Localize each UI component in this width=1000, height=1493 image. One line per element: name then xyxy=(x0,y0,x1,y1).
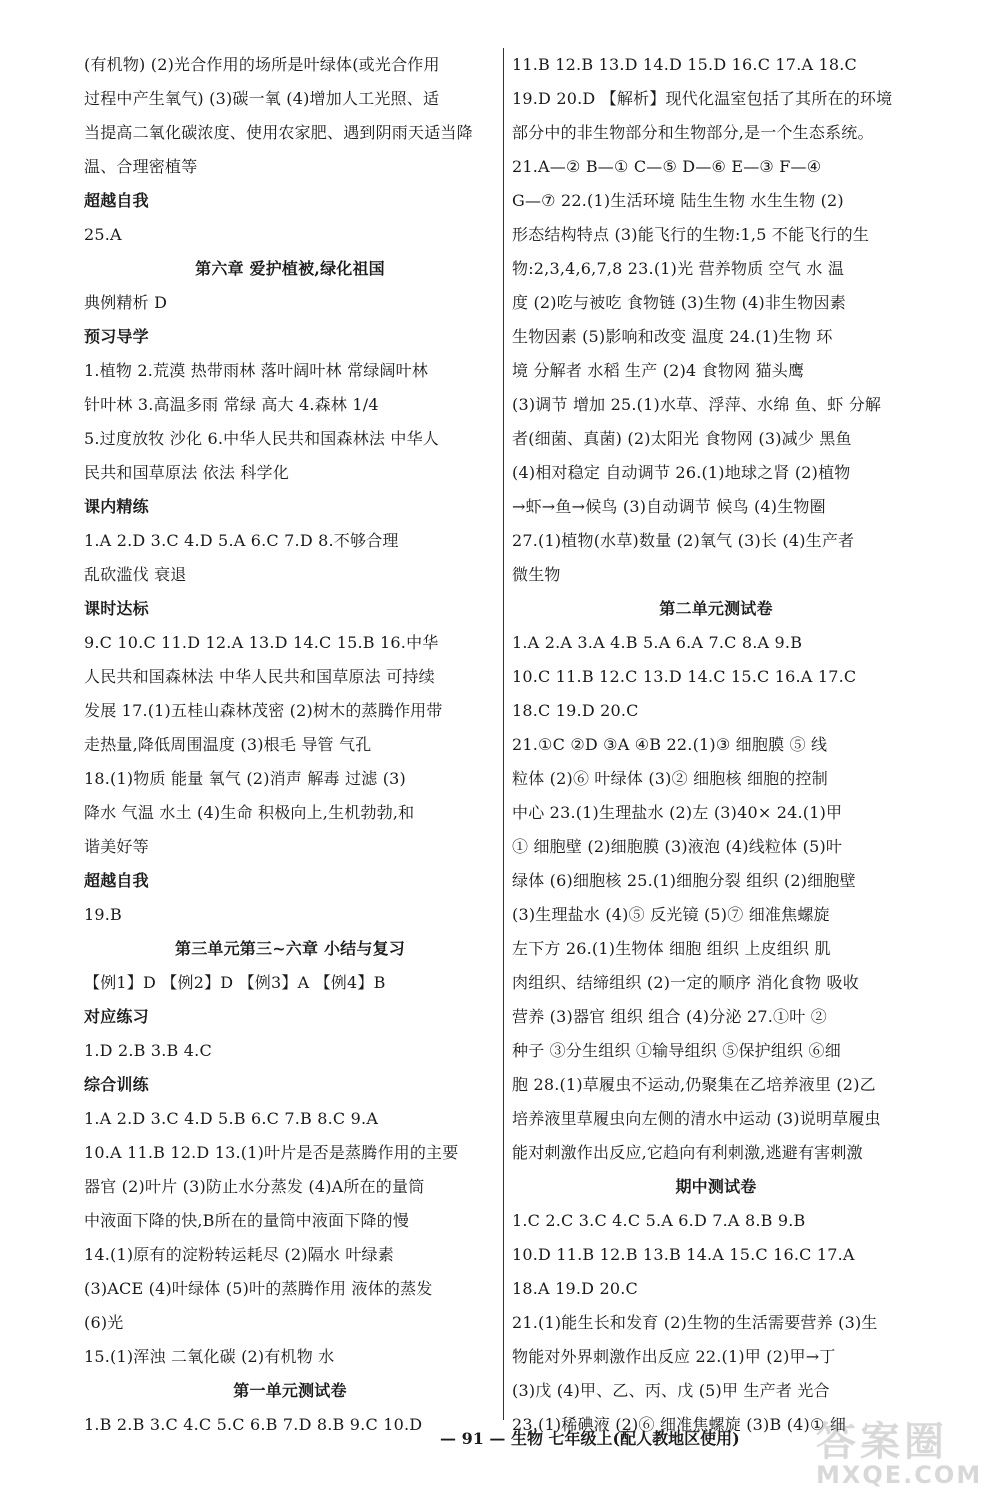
answer-line: 9.C 10.C 11.D 12.A 13.D 14.C 15.B 16.中华 xyxy=(84,633,439,652)
answer-line: 境 分解者 水稻 生产 (2)4 食物网 猫头鹰 xyxy=(512,361,805,380)
answer-line: 营养 (3)器官 组织 组合 (4)分泌 27.①叶 ② xyxy=(512,1007,827,1026)
right-column xyxy=(512,48,920,1442)
answer-line: (6)光 xyxy=(84,1313,124,1332)
answer-line: 15.(1)浑浊 二氧化碳 (2)有机物 水 xyxy=(84,1347,335,1366)
answer-line: 19.D 20.D 【解析】现代化温室包括了其所在的环境 xyxy=(512,89,893,108)
answer-line: 绿体 (6)细胞核 25.(1)细胞分裂 组织 (2)细胞壁 xyxy=(512,871,856,890)
subsection-heading: 对应练习 xyxy=(84,1007,149,1026)
section-heading: 第六章 爱护植被,绿化祖国 xyxy=(195,259,385,278)
section-heading: 第二单元测试卷 xyxy=(659,599,773,618)
answer-line: 形态结构特点 (3)能飞行的生物:1,5 不能飞行的生 xyxy=(512,225,870,244)
answer-line: 1.C 2.C 3.C 4.C 5.A 6.D 7.A 8.B 9.B xyxy=(512,1211,806,1230)
answer-line: 物能对外界刺激作出反应 22.(1)甲 (2)甲→丁 xyxy=(512,1347,836,1366)
column-divider xyxy=(503,48,504,1420)
page-footer: — 91 — 生物 七年级上(配人教地区使用) xyxy=(440,1429,740,1448)
answer-line: 1.B 2.B 3.C 4.C 5.C 6.B 7.D 8.B 9.C 10.D xyxy=(84,1415,423,1434)
answer-line: 1.A 2.D 3.C 4.D 5.B 6.C 7.B 8.C 9.A xyxy=(84,1109,379,1128)
answer-line: G—⑦ 22.(1)生活环境 陆生生物 水生生物 (2) xyxy=(512,191,844,210)
answer-line: (3)戊 (4)甲、乙、丙、戊 (5)甲 生产者 光合 xyxy=(512,1381,830,1400)
answer-line: 肉组织、结缔组织 (2)一定的顺序 消化食物 吸收 xyxy=(512,973,859,992)
answer-line: 民共和国草原法 依法 科学化 xyxy=(84,463,289,482)
answer-line: 21.①C ②D ③A ④B 22.(1)③ 细胞膜 ⑤ 线 xyxy=(512,735,828,754)
answer-line: 18.A 19.D 20.C xyxy=(512,1279,638,1298)
answer-line: 种子 ③分生组织 ①输导组织 ⑤保护组织 ⑥细 xyxy=(512,1041,841,1060)
watermark-en: MXQE.COM xyxy=(816,1461,983,1489)
answer-line: 21.(1)能生长和发育 (2)生物的生活需要营养 (3)生 xyxy=(512,1313,878,1332)
answer-line: 物:2,3,4,6,7,8 23.(1)光 营养物质 空气 水 温 xyxy=(512,259,845,278)
answer-line: (有机物) (2)光合作用的场所是叶绿体(或光合作用 xyxy=(84,55,440,74)
answer-line: 走热量,降低周围温度 (3)根毛 导管 气孔 xyxy=(84,735,372,754)
answer-line: 18.C 19.D 20.C xyxy=(512,701,639,720)
answer-line: 粒体 (2)⑥ 叶绿体 (3)② 细胞核 细胞的控制 xyxy=(512,769,828,788)
answer-line: 微生物 xyxy=(512,565,561,584)
answer-line: 降水 气温 水土 (4)生命 积极向上,生机勃勃,和 xyxy=(84,803,415,822)
answer-line: 10.D 11.B 12.B 13.B 14.A 15.C 16.C 17.A xyxy=(512,1245,855,1264)
section-heading: 第一单元测试卷 xyxy=(233,1381,347,1400)
watermark-cn: 答案圈 xyxy=(816,1419,948,1465)
answer-line: 21.A—② B—① C—⑤ D—⑥ E—③ F—④ xyxy=(512,157,822,176)
subsection-heading: 课内精练 xyxy=(84,497,149,516)
watermark-logo xyxy=(816,1410,986,1489)
subsection-heading: 预习导学 xyxy=(84,327,149,346)
answer-line: 27.(1)植物(水草)数量 (2)氧气 (3)长 (4)生产者 xyxy=(512,531,855,550)
answer-line: 10.A 11.B 12.D 13.(1)叶片是否是蒸腾作用的主要 xyxy=(84,1143,459,1162)
answer-line: 5.过度放牧 沙化 6.中华人民共和国森林法 中华人 xyxy=(84,429,439,448)
answer-line: 典例精析 D xyxy=(84,293,168,312)
answer-line: 10.C 11.B 12.C 13.D 14.C 15.C 16.A 17.C xyxy=(512,667,857,686)
answer-line: 乱砍滥伐 衰退 xyxy=(84,565,187,584)
answer-line: 当提高二氧化碳浓度、使用农家肥、遇到阴雨天适当降 xyxy=(84,123,473,142)
answer-line: →虾→鱼→候鸟 (3)自动调节 候鸟 (4)生物圈 xyxy=(512,497,826,516)
answer-line: 左下方 26.(1)生物体 细胞 组织 上皮组织 肌 xyxy=(512,939,831,958)
left-column xyxy=(84,48,496,1442)
answer-line: 过程中产生氧气) (3)碳一氧 (4)增加人工光照、适 xyxy=(84,89,440,108)
answer-line: 培养液里草履虫向左侧的清水中运动 (3)说明草履虫 xyxy=(512,1109,881,1128)
subsection-heading: 综合训练 xyxy=(84,1075,149,1094)
answer-line: 人民共和国森林法 中华人民共和国草原法 可持续 xyxy=(84,667,435,686)
answer-line: 19.B xyxy=(84,905,123,924)
answer-line: 1.植物 2.荒漠 热带雨林 落叶阔叶林 常绿阔叶林 xyxy=(84,361,429,380)
answer-line: 1.D 2.B 3.B 4.C xyxy=(84,1041,212,1060)
answer-line: 1.A 2.A 3.A 4.B 5.A 6.A 7.C 8.A 9.B xyxy=(512,633,803,652)
answer-line: 者(细菌、真菌) (2)太阳光 食物网 (3)减少 黑鱼 xyxy=(512,429,852,448)
answer-line: 生物因素 (5)影响和改变 温度 24.(1)生物 环 xyxy=(512,327,833,346)
answer-line: 中心 23.(1)生理盐水 (2)左 (3)40× 24.(1)甲 xyxy=(512,803,843,822)
answer-line: 度 (2)吃与被吃 食物链 (3)生物 (4)非生物因素 xyxy=(512,293,846,312)
answer-line: 发展 17.(1)五桂山森林茂密 (2)树木的蒸腾作用带 xyxy=(84,701,443,720)
answer-line: 1.A 2.D 3.C 4.D 5.A 6.C 7.D 8.不够合理 xyxy=(84,531,399,550)
answer-line: 胞 28.(1)草履虫不运动,仍聚集在乙培养液里 (2)乙 xyxy=(512,1075,876,1094)
answer-line: 针叶林 3.高温多雨 常绿 高大 4.森林 1/4 xyxy=(84,395,379,414)
subsection-heading: 超越自我 xyxy=(84,871,149,890)
answer-line: 25.A xyxy=(84,225,122,244)
section-heading: 第三单元第三~六章 小结与复习 xyxy=(175,939,405,958)
answer-line: 14.(1)原有的淀粉转运耗尽 (2)隔水 叶绿素 xyxy=(84,1245,394,1264)
answer-line: 器官 (2)叶片 (3)防止水分蒸发 (4)A所在的量筒 xyxy=(84,1177,425,1196)
answer-line: 中液面下降的快,B所在的量筒中液面下降的慢 xyxy=(84,1211,410,1230)
answer-line: ① 细胞壁 (2)细胞膜 (3)液泡 (4)线粒体 (5)叶 xyxy=(512,837,843,856)
answer-line: 部分中的非生物部分和生物部分,是一个生态系统。 xyxy=(512,123,874,142)
answer-line: 18.(1)物质 能量 氧气 (2)消声 解毒 过滤 (3) xyxy=(84,769,406,788)
answer-line: 23.(1)稀碘液 (2)⑥ 细准焦螺旋 (3)B (4)① 细 xyxy=(512,1415,847,1434)
section-heading: 期中测试卷 xyxy=(675,1177,757,1196)
answer-line: 能对刺激作出反应,它趋向有利刺激,逃避有害刺激 xyxy=(512,1143,863,1162)
subsection-heading: 课时达标 xyxy=(84,599,149,618)
answer-line: 温、合理密植等 xyxy=(84,157,198,176)
subsection-heading: 超越自我 xyxy=(84,191,149,210)
answer-line: (3)调节 增加 25.(1)水草、浮萍、水绵 鱼、虾 分解 xyxy=(512,395,882,414)
answer-line: 谐美好等 xyxy=(84,837,149,856)
answer-line: (3)ACE (4)叶绿体 (5)叶的蒸腾作用 液体的蒸发 xyxy=(84,1279,433,1298)
answer-line: 11.B 12.B 13.D 14.D 15.D 16.C 17.A 18.C xyxy=(512,55,858,74)
answer-line: (4)相对稳定 自动调节 26.(1)地球之肾 (2)植物 xyxy=(512,463,851,482)
answer-line: 【例1】D 【例2】D 【例3】A 【例4】B xyxy=(84,973,386,992)
answer-line: (3)生理盐水 (4)⑤ 反光镜 (5)⑦ 细准焦螺旋 xyxy=(512,905,830,924)
